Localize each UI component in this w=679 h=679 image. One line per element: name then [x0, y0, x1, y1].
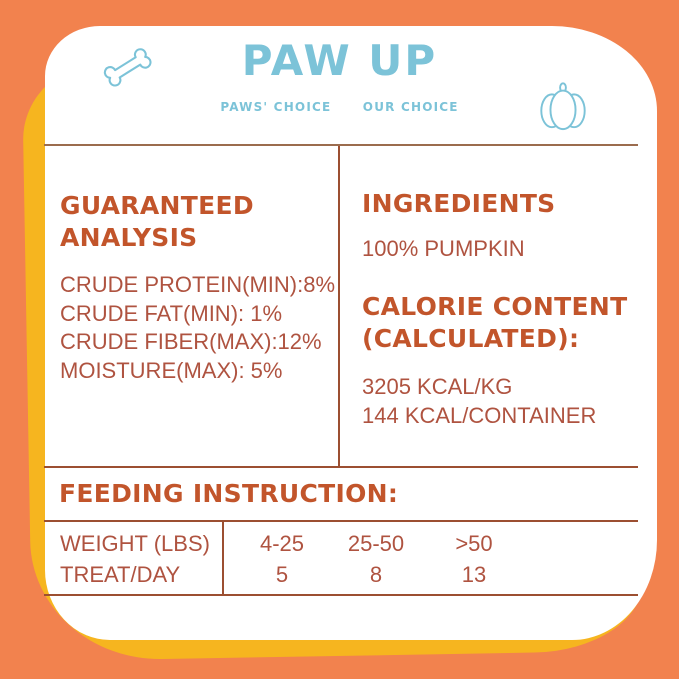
ingredients-title: INGREDIENTS [362, 189, 556, 218]
guaranteed-analysis-title-line1: GUARANTEED [60, 191, 254, 220]
analysis-row-fat: CRUDE FAT(MIN): 1% [60, 300, 283, 326]
calorie-row-kg: 3205 KCAL/KG [362, 374, 513, 399]
top-divider [44, 144, 638, 146]
feeding-row2-value-2: 8 [369, 562, 383, 587]
calorie-title-line1: CALORIE CONTENT [362, 292, 628, 321]
column-divider [338, 146, 340, 467]
pumpkin-icon [536, 78, 590, 137]
calorie-content-rows [362, 372, 596, 431]
brand-logo: PAW UP [241, 36, 438, 85]
guaranteed-analysis-title-line2: ANALYSIS [60, 223, 198, 252]
feeding-row1-value-1: 4-25 [259, 531, 305, 556]
calorie-row-container: 144 KCAL/CONTAINER [362, 403, 597, 429]
feeding-table-bottom-border [44, 594, 638, 596]
feeding-row2-label: TREAT/DAY [60, 562, 181, 587]
feeding-row1-label: WEIGHT (LBS) [60, 531, 210, 556]
guaranteed-analysis-rows [60, 271, 335, 385]
calorie-title-line2: (CALCULATED): [362, 324, 580, 353]
feeding-row2-value-1: 5 [275, 562, 289, 587]
section-divider [44, 466, 638, 468]
guaranteed-analysis-title [60, 190, 254, 254]
calorie-content-title [362, 291, 627, 355]
analysis-row-fiber: CRUDE FIBER(MAX):12% [60, 329, 322, 355]
brand-tagline-right: OUR CHOICE [362, 100, 459, 114]
analysis-row-moisture: MOISTURE(MAX): 5% [60, 357, 283, 383]
brand-tagline-left: PAWS' CHOICE [220, 100, 332, 114]
feeding-instruction-title: FEEDING INSTRUCTION: [59, 479, 399, 508]
feeding-table-top-border [44, 520, 638, 522]
feeding-row2-value-3: 13 [461, 562, 487, 587]
ingredients-value: 100% PUMPKIN [362, 236, 525, 261]
analysis-row-protein: CRUDE PROTEIN(MIN):8% [60, 272, 336, 297]
feeding-row1-value-2: 25-50 [347, 531, 405, 556]
feeding-row1-value-3: >50 [455, 531, 493, 556]
